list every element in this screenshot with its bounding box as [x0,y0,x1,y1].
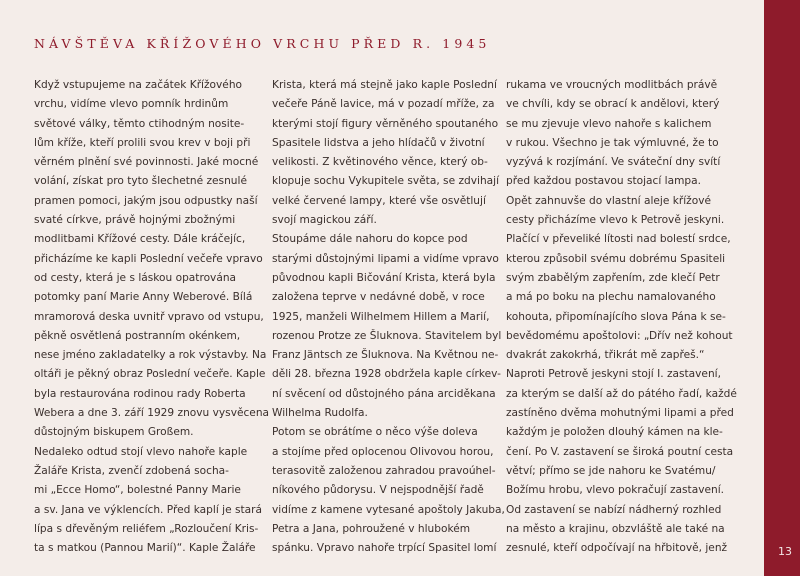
text-line: za kterým se další až do pátého řadí, každé [506,387,737,400]
text-line: rukama ve vroucných modlitbách právě [506,79,718,91]
text-line: a stojíme před oplocenou Olivovou horou, [272,445,494,458]
text-line: ta s matkou (Pannou Marií)“. Kaple Žaláře [34,542,256,555]
text-line: Plačící v převeliké lítosti nad bolestí srdce, [506,233,731,246]
text-line: oltáři je pěkný obraz Poslední večeře. Kaple [34,368,266,381]
text-line: Wilhelma Rudolfa. [272,407,368,420]
text-line: v rukou. Všechno je tak výmluvné, že to [506,136,719,149]
text-line: kterými stojí figury věrněného spoutaného [272,117,499,130]
text-line: níkového půdorysu. V nejspodnější řadě [272,484,484,497]
text-line: Opět zahnuvše do vlastní aleje křížové [506,194,711,207]
text-line: Božímu hrobu, vlevo pokračují zastavení. [506,484,725,497]
text-line: nese jméno zakladatelky a rok výstavby. Na [34,349,267,362]
text-line: od cesty, která je s láskou opatrována [34,271,237,284]
text-line: se mu zjevuje vlevo nahoře s kalichem [506,117,712,130]
text-line: vidíme z kamene vytesané apoštoly Jakuba, [272,503,505,516]
text-line: věrném plnění své povinnosti. Jaké mocné [34,156,259,169]
text-line: svojí magickou září. [272,214,377,227]
text-line: velké červené lampy, které vše osvětlují [272,194,486,207]
text-line: večeře Páně lavice, má v pozadí mříže, za [272,98,495,111]
text-line: rozenou Protze ze Šluknova. Stavitelem byl [272,329,502,342]
text-line: modlitbami Křížové cesty. Dále kráčejíc, [34,233,246,246]
text-line: větví; přímo se jde nahoru ke Svatému/ [506,464,716,477]
text-line: Franz Jäntsch ze Šluknova. Na Květnou ne- [272,349,499,362]
text-line: spánku. Vpravo nahoře trpící Spasitel lomí [272,542,497,555]
text-line: důstojným biskupem Großem. [34,426,194,439]
text-line: každým je položen dlouhý kámen na kle- [506,426,723,439]
text-column-2 [272,76,505,558]
text-column-1 [34,76,270,558]
text-line: dvakrát zakokrhá, třikrát mě zapřeš.“ [506,349,705,362]
text-line: a sv. Jana ve výklencích. Před kaplí je stará [34,503,262,516]
text-line: Žaláře Krista, zvenčí zdobená socha- [34,464,229,477]
text-line: mramorová deska uvnitř vpravo od vstupu, [34,310,264,323]
text-line: Nedaleko odtud stojí vlevo nahoře kaple [34,445,248,458]
text-line: založena teprve v nedávné době, v roce [272,291,485,304]
text-line: ní svěcení od důstojného pána arciděkana [272,387,496,400]
text-line: potomky paní Marie Anny Weberové. Bílá [34,291,253,304]
text-line: zastíněno dvěma mohutnými lipami a před [506,407,734,420]
text-line: lům kříže, kteří prolili svou krev v boji při [34,136,251,149]
red-page-margin [764,0,800,576]
text-line: děli 28. března 1928 obdržela kaple církev- [272,368,501,381]
text-line: svým zbabělým zapřením, zde klečí Petr [506,271,720,284]
text-line: bevědomému apoštolovi: „Dřív než kohout [506,329,733,342]
text-line: Webera a dne 3. září 1929 znovu vysvěcena [34,407,270,420]
text-line: terasovitě založenou zahradou pravoúhel- [272,464,496,477]
text-line: pěkně osvětlená postranním okénkem, [34,329,241,342]
text-line: cesty přicházíme vlevo k Petrově jeskyni. [506,214,725,227]
text-line: vrchu, vidíme vlevo pomník hrdinům [34,98,229,111]
text-line: pramen pomoci, jakým jsou odpustky naší [34,194,258,207]
text-line: volání, získat pro tyto šlechetné zesnulé [34,175,247,188]
page-number: 13 [778,545,792,558]
text-line: starými důstojnými lipami a vidíme vpravo [272,252,499,265]
text-line: Petra a Jana, pohroužené v hlubokém [272,522,471,535]
text-line: ve chvíli, kdy se obrací k andělovi, který [506,98,720,111]
text-line: Krista, která má stejně jako kaple Poslední [272,79,497,91]
text-line: zesnulé, kteří odpočívají na hřbitově, jenž [506,542,728,555]
text-line: původnou kapli Bičování Krista, která byla [272,271,496,284]
text-line: před každou postavou stojací lampa. [506,175,702,188]
text-line: přicházíme ke kapli Poslední večeře vpravo [34,252,263,265]
text-line: Když vstupujeme na začátek Křížového [34,79,243,91]
text-line: Stoupáme dále nahoru do kopce pod [272,233,468,246]
text-column-3 [506,76,737,558]
text-line: Spasitele lidstva a jeho hlídačů v životní [272,136,485,149]
text-line: světové války, těmto ctihodným nosite- [34,117,245,130]
page-title: NÁVŠTĚVA KŘÍŽOVÉHO VRCHU PŘED R. 1945 [34,36,491,51]
text-line: vyzývá k rozjímání. Ve sváteční dny svítí [506,156,721,169]
text-line: na město a krajinu, obzvláště ale také na [506,522,725,535]
text-line: kohouta, připomínajícího slova Pána k se- [506,310,726,323]
text-line: byla restaurována rodinou rady Roberta [34,387,246,400]
text-line: a má po boku na plechu namalovaného [506,291,716,304]
text-line: kterou způsobil svému dobrému Spasiteli [506,252,726,265]
text-line: velikosti. Z květinového věnce, který ob- [272,156,488,169]
text-line: svaté církve, právě hojnými zbožnými [34,214,236,227]
text-line: Naproti Petrově jeskyni stojí I. zastavení, [506,368,721,381]
text-line: Potom se obrátíme o něco výše doleva [272,426,478,439]
text-line: 1925, manželi Wilhelmem Hillem a Marií, [272,310,490,323]
text-line: Od zastavení se nabízí nádherný rozhled [506,503,722,516]
text-line: lípa s dřevěným reliéfem „Rozloučení Kris- [34,522,259,535]
text-line: čení. Po V. zastavení se široká poutní cesta [506,445,734,458]
text-line: klopuje sochu Vykupitele světa, se zdvihají [272,175,500,188]
text-line: mi „Ecce Homo“, bolestné Panny Marie [34,484,241,497]
